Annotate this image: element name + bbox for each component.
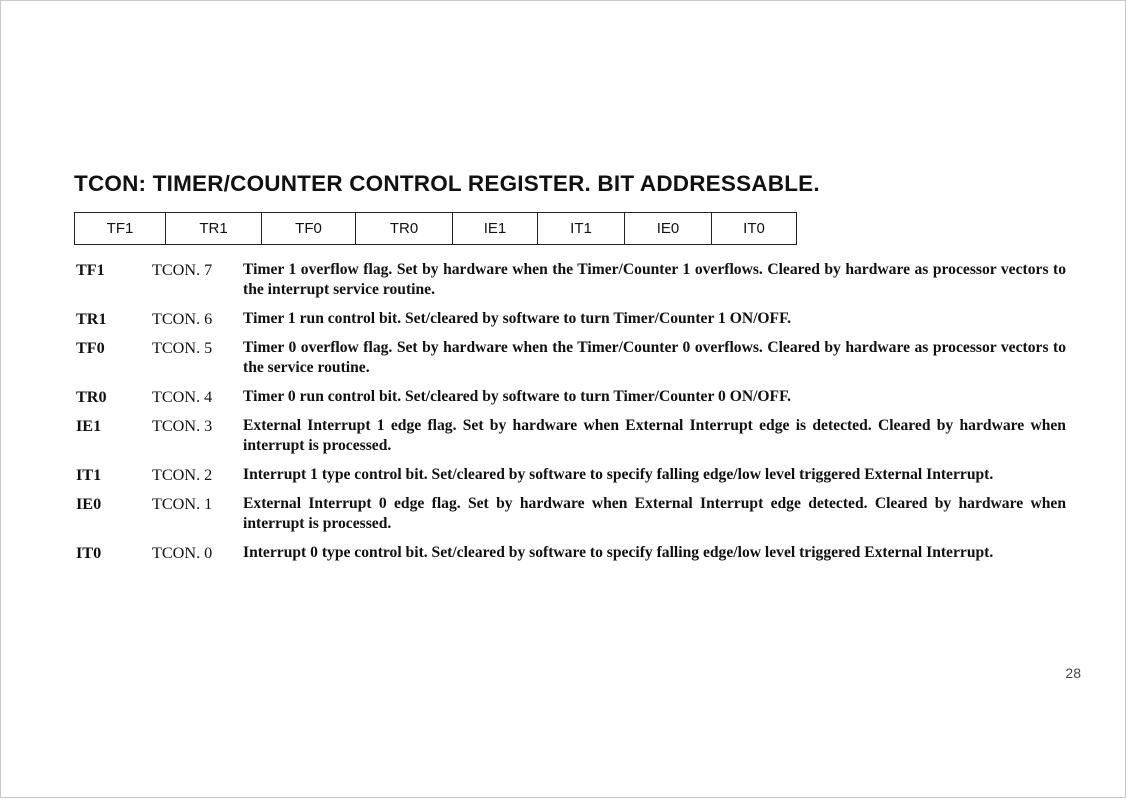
register-bit-cell: IE0 xyxy=(625,213,712,244)
bit-name: IE0 xyxy=(76,495,102,513)
bit-name: TR1 xyxy=(76,310,107,328)
bit-position: TCON. 0 xyxy=(152,544,213,562)
bit-position: TCON. 4 xyxy=(152,388,213,406)
definition-row xyxy=(76,416,1066,456)
bit-description: External Interrupt 0 edge flag. Set by hardware when External Interrupt edge detected. Cleared by hardware when interrupt is processed. xyxy=(243,495,1066,532)
bit-description: Interrupt 0 type control bit. Set/cleared by software to specify falling edge/low level triggered External Interrupt. xyxy=(243,544,994,561)
bit-description: Timer 1 run control bit. Set/cleared by software to turn Timer/Counter 1 ON/OFF. xyxy=(243,310,792,327)
definition-row xyxy=(76,465,1066,485)
bit-position: TCON. 7 xyxy=(152,261,213,279)
register-bit-table xyxy=(74,212,797,245)
bit-position: TCON. 1 xyxy=(152,495,213,513)
bit-position: TCON. 6 xyxy=(152,310,213,328)
definition-row xyxy=(76,543,1066,563)
bit-position: TCON. 3 xyxy=(152,417,213,435)
bit-description: Timer 0 overflow flag. Set by hardware when the Timer/Counter 0 overflows. Cleared by hardware as processor vectors to the service routine. xyxy=(243,339,1066,376)
definition-row xyxy=(76,260,1066,300)
register-bit-cell: TF0 xyxy=(262,213,356,244)
bit-name: TR0 xyxy=(76,388,107,406)
bit-name: TF1 xyxy=(76,261,105,279)
bit-name: IE1 xyxy=(76,417,102,435)
bit-position: TCON. 5 xyxy=(152,339,213,357)
bit-name: IT0 xyxy=(76,544,102,562)
bit-name: TF0 xyxy=(76,339,105,357)
definition-row xyxy=(76,338,1066,378)
register-bit-cell: TF1 xyxy=(75,213,166,244)
bit-description: Interrupt 1 type control bit. Set/cleared by software to specify falling edge/low level triggered External Interrupt. xyxy=(243,466,994,483)
register-bit-cell: IE1 xyxy=(453,213,538,244)
bit-description: Timer 0 run control bit. Set/cleared by software to turn Timer/Counter 0 ON/OFF. xyxy=(243,388,792,405)
definition-row xyxy=(76,494,1066,534)
definition-row xyxy=(76,387,1066,407)
register-heading: TCON: TIMER/COUNTER CONTROL REGISTER. BIT ADDRESSABLE. xyxy=(74,171,820,196)
register-bit-cell: IT0 xyxy=(743,220,765,237)
bit-definitions-list xyxy=(76,260,1066,563)
bit-name: IT1 xyxy=(76,466,102,484)
bit-description: Timer 1 overflow flag. Set by hardware when the Timer/Counter 1 overflows. Cleared by hardware as processor vectors to the interrupt service routine. xyxy=(243,261,1066,298)
register-bit-cell: TR1 xyxy=(166,213,262,244)
bit-position: TCON. 2 xyxy=(152,466,213,484)
page-number: 28 xyxy=(1065,665,1081,681)
register-bit-cell: TR0 xyxy=(356,213,453,244)
register-bit-cell: IT1 xyxy=(538,213,625,244)
bit-description: External Interrupt 1 edge flag. Set by hardware when External Interrupt edge is detected. Cleared by hardware when interrupt is processed. xyxy=(243,417,1066,454)
definition-row xyxy=(76,309,1066,329)
